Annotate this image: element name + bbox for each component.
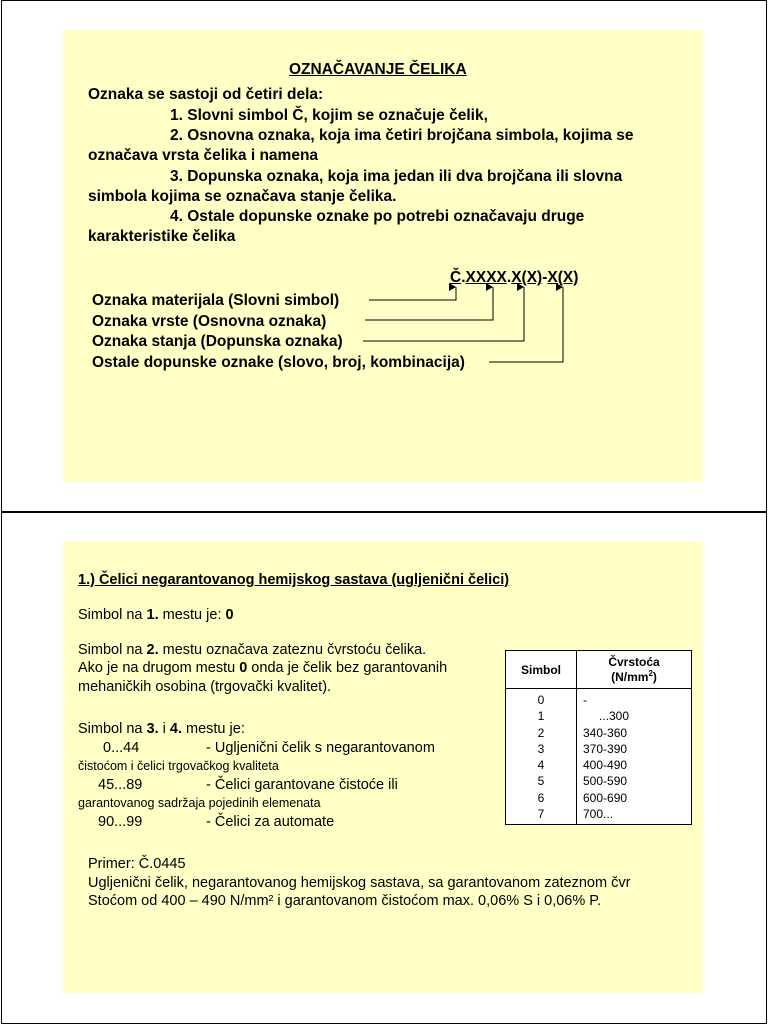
item-3-line-2: simbola kojima se označava stanje čelika. <box>88 188 397 205</box>
table-cell-value: ...300 <box>599 709 630 724</box>
range-3: 90...99 <box>98 814 143 830</box>
symbol-2-line-1 <box>78 642 426 658</box>
slide-2 <box>63 541 703 993</box>
label-material: Oznaka materijala (Slovni simbol) <box>92 292 340 309</box>
table-row <box>506 773 692 789</box>
s3-post: mestu je: <box>181 721 245 737</box>
code-base: XXXX <box>465 269 507 286</box>
range-1: 0...44 <box>103 740 140 756</box>
connector-type <box>365 287 493 320</box>
code-letter: Č <box>450 269 462 286</box>
s3-mid: i <box>158 721 170 737</box>
label-extra: Ostale dopunske oznake (slovo, broj, kombinacija) <box>92 354 465 371</box>
s2-line2a: Ako je na drugom mestu <box>78 660 240 676</box>
item-1-pre: 1. Slovni simbol <box>170 107 293 124</box>
item-2-line-1: 2. Osnovna oznaka, koja ima četiri brojčana simbola, kojima se <box>170 127 634 144</box>
range-2: 45...89 <box>98 777 143 793</box>
s1-pre: Simbol na <box>78 607 147 623</box>
range-3-desc: - Čelici za automate <box>206 814 335 830</box>
table-cell-symbol: 6 <box>506 790 577 806</box>
label-type: Oznaka vrste (Osnovna oznaka) <box>92 313 327 330</box>
example-line-2: Ugljenični čelik, negarantovanog hemijskog sastava, sa garantovanom zateznom čvr <box>88 875 631 891</box>
connector-extra <box>489 287 563 362</box>
strength-header-line-1: Čvrstoća <box>608 655 660 669</box>
range-2-line-2: garantovanog sadržaja pojedinih elemenata <box>78 796 321 810</box>
s3-n1: 3. <box>146 721 159 737</box>
strength-table <box>505 650 692 825</box>
table-cell-value: 340-360 <box>583 725 628 740</box>
s2-pre: Simbol na <box>78 642 147 658</box>
table-cell-symbol: 2 <box>506 725 577 741</box>
table-cell-value: 600-690 <box>583 790 628 805</box>
unit-post: ) <box>652 670 657 684</box>
code-dot-1: . <box>461 269 466 286</box>
section-heading: 1.) Čelici negarantovanog hemijskog sastava (ugljenični čelici) <box>78 572 510 588</box>
code-dot-2: . <box>506 269 512 286</box>
table-cell-symbol: 1 <box>506 708 577 724</box>
s1-val: 0 <box>225 607 234 623</box>
item-4-line-1: 4. Ostale dopunske oznake po potrebi označavaju druge <box>170 208 585 225</box>
connector-state <box>363 287 524 341</box>
symbol-1-text <box>78 607 234 623</box>
unit-pre: (N/mm <box>611 670 649 684</box>
range-1-desc: - Ugljenični čelik s negarantovanom <box>206 740 435 756</box>
s1-mid: mestu je: <box>158 607 226 623</box>
s2-line2b: 0 <box>239 660 248 676</box>
item-1-bold: Č <box>292 107 304 124</box>
item-2-line-2: označava vrsta čelika i namena <box>88 147 319 164</box>
table-row <box>506 689 692 709</box>
table-cell-symbol: 4 <box>506 757 577 773</box>
example-line-3: Stoćom od 400 – 490 N/mm² i garantovanom čistoćom max. 0,06% S i 0,06% P. <box>88 893 602 909</box>
connector-material <box>369 287 456 300</box>
table-row <box>506 790 692 806</box>
range-1-line-2: čistoćom i čelici trgovačkog kvaliteta <box>78 759 279 773</box>
item-3-line-1: 3. Dopunska oznaka, koja ima jedan ili dva brojčana ili slovna <box>170 168 623 185</box>
s3-pre: Simbol na <box>78 721 147 737</box>
connector-lines <box>63 30 703 482</box>
table-header-symbol: Simbol <box>506 651 577 689</box>
symbol-2-line-2 <box>78 660 447 676</box>
slide-title: OZNAČAVANJE ČELIKA <box>289 61 467 78</box>
code-state: X(X) <box>511 269 543 286</box>
table-row <box>506 741 692 757</box>
intro-text: Oznaka se sastoji od četiri dela: <box>88 86 324 103</box>
table-cell-value: 700... <box>583 807 614 822</box>
table-row <box>506 708 692 724</box>
symbol-34-intro <box>78 721 245 737</box>
table-cell-value: 400-490 <box>583 758 628 773</box>
example-title: Primer: Č.0445 <box>88 856 186 872</box>
table-cell-symbol: 5 <box>506 773 577 789</box>
code-extra: X(X) <box>547 269 579 286</box>
table-row <box>506 725 692 741</box>
table-header-strength <box>577 651 692 689</box>
table-row <box>506 757 692 773</box>
table-row <box>506 806 692 825</box>
s1-num: 1. <box>146 607 159 623</box>
table-cell-symbol: 7 <box>506 806 577 825</box>
table-cell-symbol: 0 <box>506 689 577 709</box>
s2-line2c: onda je čelik bez garantovanih <box>247 660 448 676</box>
s3-n2: 4. <box>169 721 182 737</box>
item-1-post: , kojim se označuje čelik, <box>303 107 488 124</box>
item-4-line-2: karakteristike čelika <box>88 228 236 245</box>
range-2-desc: - Čelici garantovane čistoće ili <box>206 777 398 793</box>
slide-1 <box>63 30 703 482</box>
unit-sup: 2 <box>648 669 653 678</box>
code-dash: - <box>542 269 548 286</box>
table-cell-value: - <box>583 693 587 707</box>
s2-num: 2. <box>146 642 159 658</box>
label-state: Oznaka stanja (Dopunska oznaka) <box>92 333 343 350</box>
symbol-2-line-3: mehaničkih osobina (trgovački kvalitet). <box>78 679 332 695</box>
strength-header-line-2 <box>581 669 687 684</box>
table-cell-value: 500-590 <box>583 774 628 789</box>
table-cell-value: 370-390 <box>583 741 628 756</box>
table-cell-symbol: 3 <box>506 741 577 757</box>
s2-post: mestu označava zateznu čvrstoću čelika. <box>158 642 427 658</box>
